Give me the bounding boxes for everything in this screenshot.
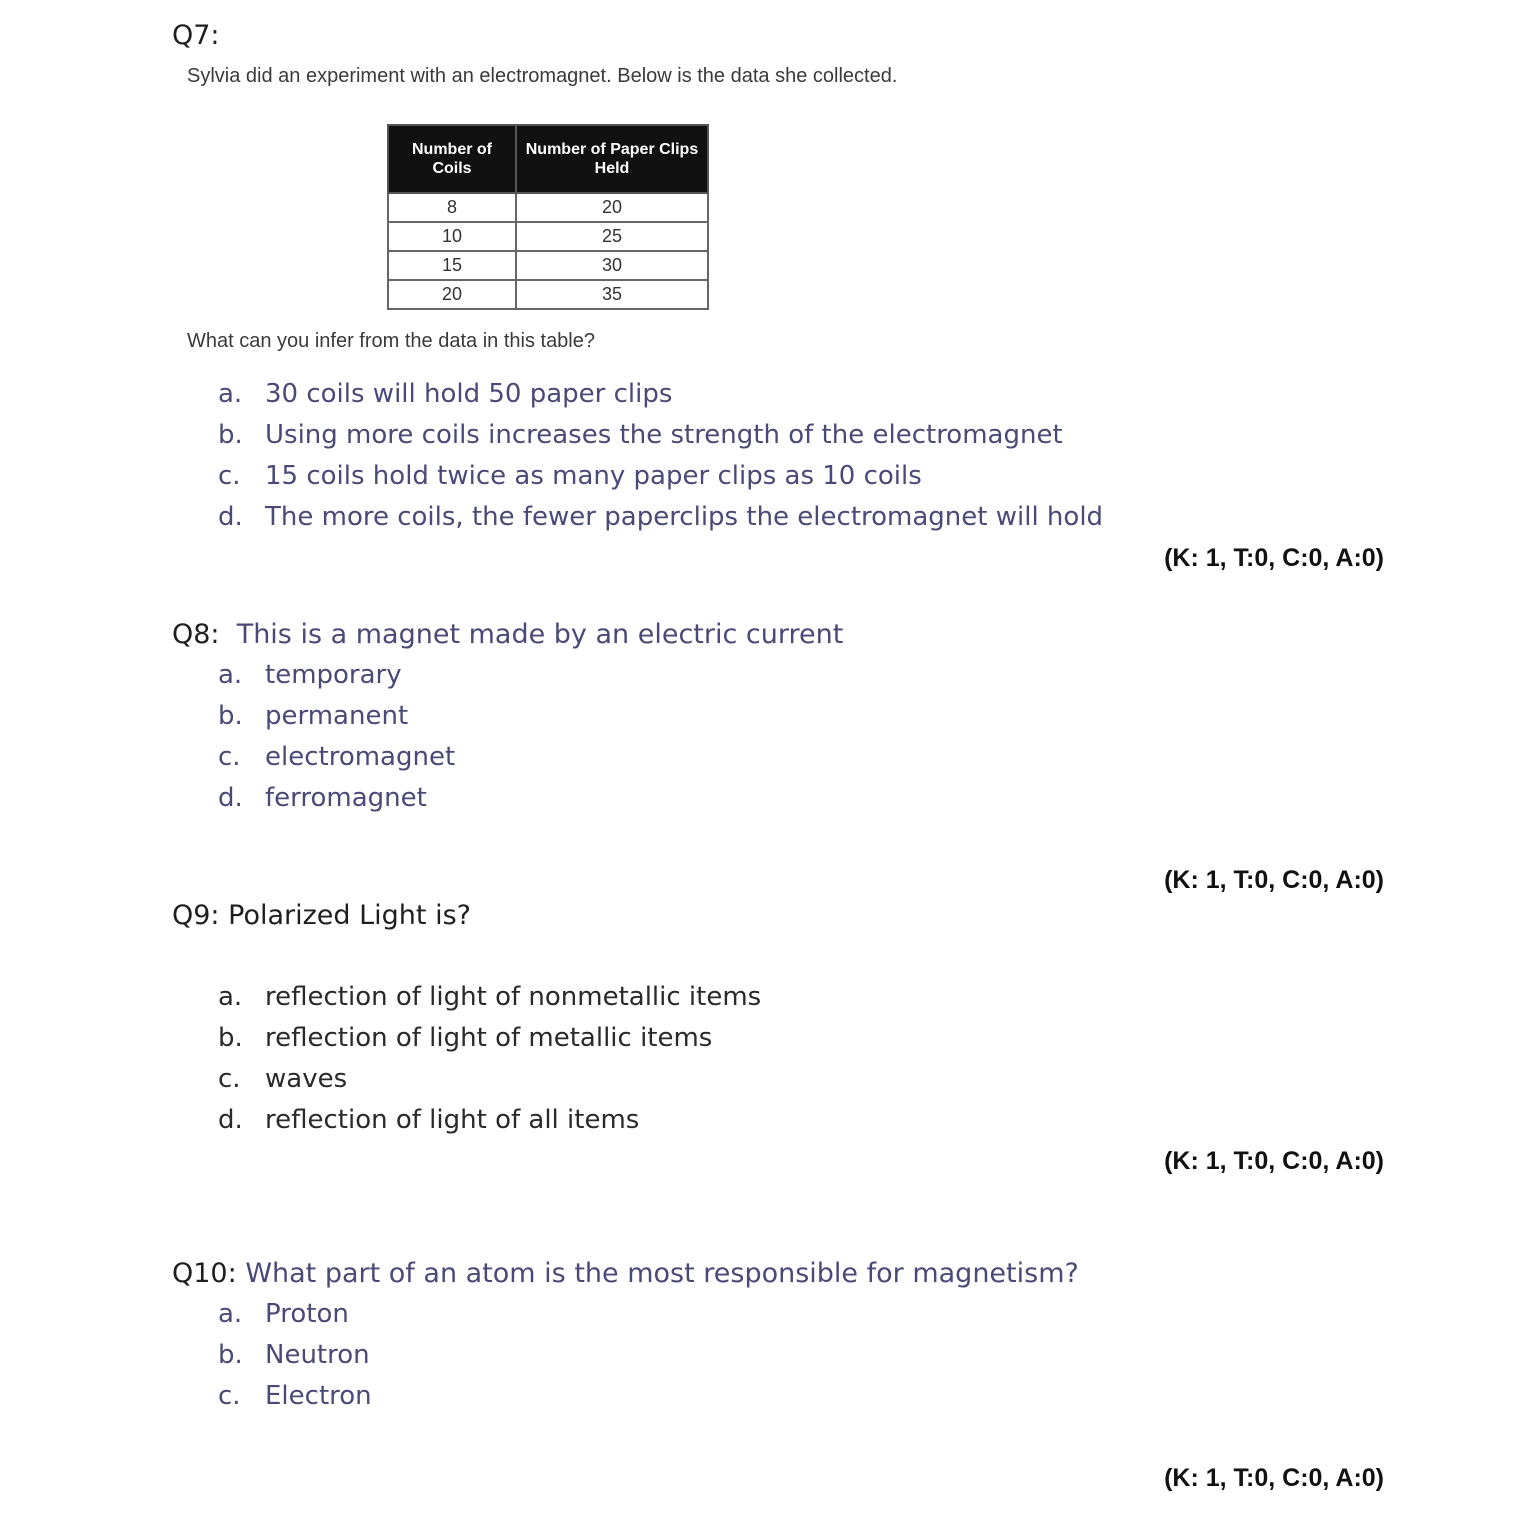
q8-label: Q8: bbox=[172, 619, 220, 650]
option-letter: a. bbox=[218, 982, 243, 1012]
q9-option-a[interactable] bbox=[218, 982, 761, 1012]
option-text: permanent bbox=[265, 701, 409, 731]
option-text: 30 coils will hold 50 paper clips bbox=[265, 379, 673, 409]
option-text: electromagnet bbox=[265, 742, 456, 772]
coils-data-table bbox=[387, 124, 709, 310]
table-cell: 20 bbox=[516, 193, 708, 222]
table-cell: 20 bbox=[388, 280, 516, 309]
table-cell: 8 bbox=[388, 193, 516, 222]
option-letter: b. bbox=[218, 1340, 243, 1370]
q8-option-b[interactable] bbox=[218, 701, 408, 731]
table-cell: 15 bbox=[388, 251, 516, 280]
option-letter: b. bbox=[218, 701, 243, 731]
option-letter: a. bbox=[218, 1299, 243, 1329]
q7-option-b[interactable] bbox=[218, 420, 1063, 450]
q8-question: This is a magnet made by an electric current bbox=[236, 619, 844, 650]
option-letter: a. bbox=[218, 379, 243, 409]
option-letter: c. bbox=[218, 461, 241, 491]
table-row bbox=[388, 193, 708, 222]
q7-option-d[interactable] bbox=[218, 502, 1103, 532]
q8-score: (K: 1, T:0, C:0, A:0) bbox=[1164, 866, 1384, 894]
q7-option-c[interactable] bbox=[218, 461, 922, 491]
q8-option-d[interactable] bbox=[218, 783, 427, 813]
q10-heading bbox=[172, 1258, 1079, 1289]
q7-option-a[interactable] bbox=[218, 379, 672, 409]
option-text: Using more coils increases the strength of the electromagnet bbox=[265, 420, 1063, 450]
q7-intro: Sylvia did an experiment with an electromagnet. Below is the data she collected. bbox=[187, 65, 898, 87]
q9-heading bbox=[172, 900, 471, 931]
option-text: The more coils, the fewer paperclips the electromagnet will hold bbox=[265, 502, 1104, 532]
option-letter: d. bbox=[218, 783, 243, 813]
option-letter: d. bbox=[218, 502, 243, 532]
option-text: waves bbox=[265, 1064, 348, 1094]
option-letter: b. bbox=[218, 1023, 243, 1053]
q7-question: What can you infer from the data in this table? bbox=[187, 330, 595, 352]
q8-heading bbox=[172, 619, 843, 650]
option-letter: a. bbox=[218, 660, 243, 690]
table-cell: 25 bbox=[516, 222, 708, 251]
q8-option-c[interactable] bbox=[218, 742, 455, 772]
option-text: reflection of light of all items bbox=[265, 1105, 640, 1135]
q9-option-b[interactable] bbox=[218, 1023, 712, 1053]
table-row bbox=[388, 222, 708, 251]
q9-option-c[interactable] bbox=[218, 1064, 347, 1094]
option-text: ferromagnet bbox=[265, 783, 427, 813]
table-row bbox=[388, 280, 708, 309]
q10-label: Q10: bbox=[172, 1258, 237, 1289]
option-letter: d. bbox=[218, 1105, 243, 1135]
option-text: temporary bbox=[265, 660, 402, 690]
option-letter: c. bbox=[218, 1381, 241, 1411]
q10-question: What part of an atom is the most responsible for magnetism? bbox=[245, 1258, 1079, 1289]
option-text: 15 coils hold twice as many paper clips as 10 coils bbox=[265, 461, 922, 491]
table-cell: 10 bbox=[388, 222, 516, 251]
table-cell: 35 bbox=[516, 280, 708, 309]
q10-option-b[interactable] bbox=[218, 1340, 370, 1370]
option-letter: c. bbox=[218, 1064, 241, 1094]
option-text: reflection of light of nonmetallic items bbox=[265, 982, 762, 1012]
option-letter: b. bbox=[218, 420, 243, 450]
q7-score: (K: 1, T:0, C:0, A:0) bbox=[1164, 544, 1384, 572]
table-row bbox=[388, 251, 708, 280]
option-text: reflection of light of metallic items bbox=[265, 1023, 713, 1053]
q10-score: (K: 1, T:0, C:0, A:0) bbox=[1164, 1464, 1384, 1492]
table-header-coils: Number of Coils bbox=[388, 125, 516, 193]
q9-score: (K: 1, T:0, C:0, A:0) bbox=[1164, 1147, 1384, 1175]
q8-option-a[interactable] bbox=[218, 660, 402, 690]
q10-option-a[interactable] bbox=[218, 1299, 349, 1329]
q7-label: Q7: bbox=[172, 20, 220, 51]
table-header-row bbox=[388, 125, 708, 193]
q9-option-d[interactable] bbox=[218, 1105, 639, 1135]
option-text: Neutron bbox=[265, 1340, 370, 1370]
option-letter: c. bbox=[218, 742, 241, 772]
table-header-clips: Number of Paper Clips Held bbox=[516, 125, 708, 193]
q9-question: Polarized Light is? bbox=[228, 900, 471, 931]
option-text: Proton bbox=[265, 1299, 349, 1329]
q9-label: Q9: bbox=[172, 900, 220, 931]
table-cell: 30 bbox=[516, 251, 708, 280]
q10-option-c[interactable] bbox=[218, 1381, 372, 1411]
option-text: Electron bbox=[265, 1381, 372, 1411]
